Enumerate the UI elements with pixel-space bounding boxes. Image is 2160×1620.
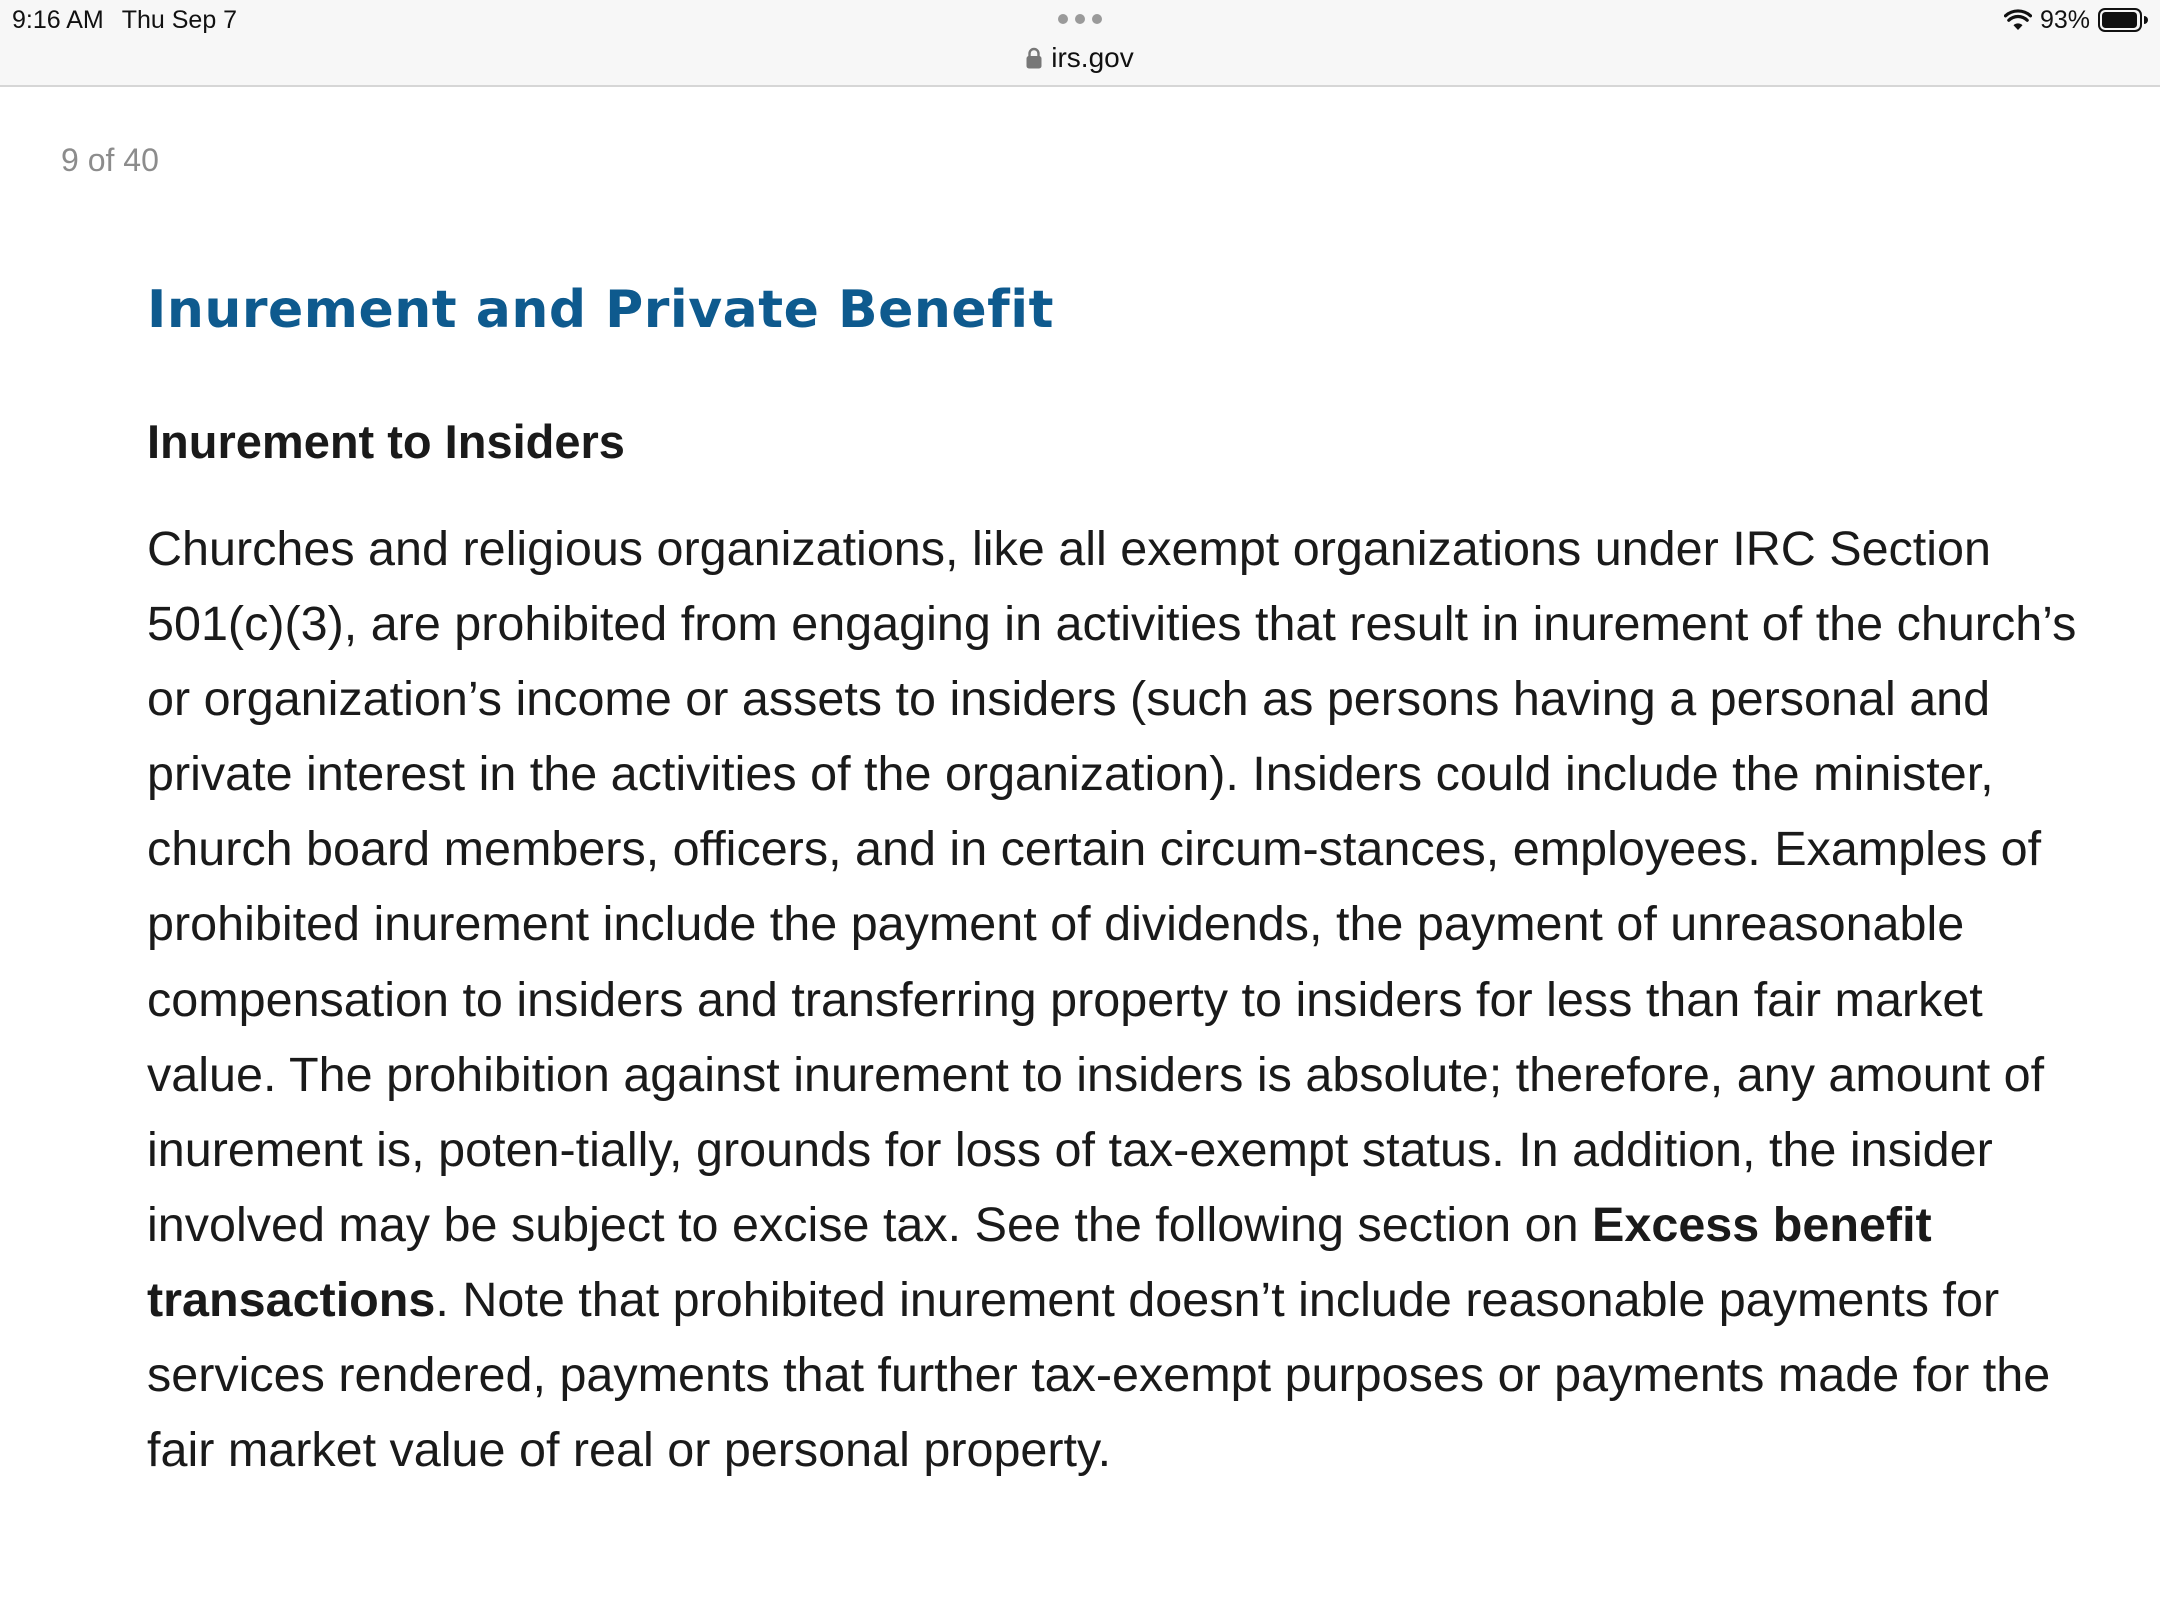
multitask-dots-icon[interactable] — [1058, 14, 1102, 24]
status-time-date — [12, 4, 237, 36]
excess-benefit-link[interactable]: Excess benefit transactions — [147, 1197, 1932, 1327]
document-header — [147, 270, 2077, 350]
body-paragraph — [147, 512, 2082, 1488]
address-bar[interactable] — [0, 40, 2160, 76]
lock-icon — [1026, 47, 1042, 69]
status-date: Thu Sep 7 — [121, 6, 238, 34]
document-title: Inurement and Private Benefit — [147, 280, 1054, 340]
status-right — [2004, 4, 2148, 36]
browser-top-bar — [0, 0, 2160, 87]
paragraph-text-part2: . Note that prohibited inurement doesn’t include reasonable payments for services rendered, payments that further tax-exempt purposes or payments made for the fair market value of real or personal property. — [147, 1272, 2051, 1478]
dot — [1092, 14, 1102, 24]
section-heading: Inurement to Insiders — [147, 415, 625, 468]
address-url: irs.gov — [1051, 42, 1134, 73]
battery-icon — [2098, 8, 2148, 32]
paragraph-text-part1: Churches and religious organizations, like all exempt organizations under IRC Section 501(c)(3), are prohibited from engaging in activities that result in inurement of the church’s or organization’s income or assets to insiders (such as persons having a personal and private interest in the activities of the organization). Insiders could include the minister, church board members, officers, and in certain circum-stances, employees. Examples of prohibited inurement include the payment of dividends, the payment of unreasonable compensation to insiders and transferring property to insiders for less than fair market value. The prohibition against inurement to insiders is absolute; therefore, any amount of inurement is, poten-tially, grounds for loss of tax-exempt status. In addition, the insider involved may be subject to excise tax. See the following section on — [147, 522, 2077, 1252]
dot — [1075, 14, 1085, 24]
page-indicator: 9 of 40 — [61, 142, 159, 178]
wifi-icon — [2004, 9, 2032, 31]
status-time: 9:16 AM — [12, 6, 104, 34]
section-header — [147, 413, 2077, 471]
dot — [1058, 14, 1068, 24]
battery-percent: 93% — [2039, 5, 2090, 34]
